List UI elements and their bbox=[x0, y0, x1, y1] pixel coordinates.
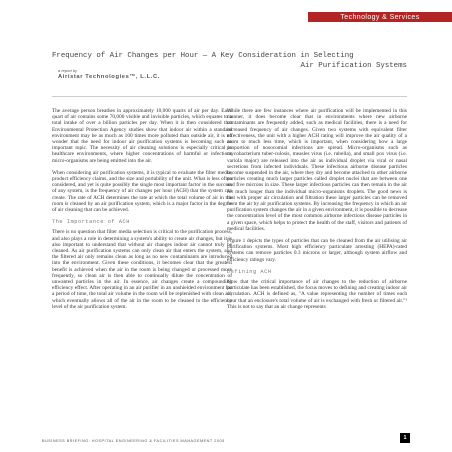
byline bbox=[58, 68, 160, 81]
title-line-2: Air Purification Systems bbox=[300, 62, 407, 70]
company-name: Airistar Technologies™, L.L.C. bbox=[58, 74, 160, 80]
paragraph: There is no question that filter media selection is critical to the purification process, and also plays a role in determining a system's ability to create air changes, but it is also important to understand that without air changes indoor air cannot truly be cleaned. As air purification systems can only clean air that enters the system, and the filtered air only remains clean as long as no new contaminants are introduced into the environment. Given these conditions, it becomes clear that the greatest benefit is achieved when the air in the room is being changed or processed more frequently, so clean air is then able to continually dilute the concentration of unwanted particles in the air. In essence, air changes create a compounding efficiency effect. After operating in an air purifier in an unshielded environment for a period of time, the total air volume in the room will be replenished with clean air, which eventually allows all of the air in the room to be cleaned to the efficiency level of the air purification system. bbox=[52, 229, 232, 310]
title-divider bbox=[52, 96, 407, 97]
right-column bbox=[227, 108, 407, 316]
paragraph: While there are few instances where air purification will be implemented in this manner, it does become clear that in environments where new airborne contaminants are frequently added, such as medical facilities, there is a need for increased frequency of air changes. Given two systems with equivalent filter effectiveness, the unit with a higher ACH rating will improve the air quality of a room to much less time, which is important, when considering how a large proportion of nosocomial infections are spread. Micro-organisms such as mycobacterium tuber-culosis, measles virus (i.e. rubella), and small pox virus (i.e. variola major) are released into the air as individual droplet via viral or nasal secretions from infected individuals. These infectious airborne disease particles become suspended in the air, where they dry and become attached to other airborne particles creating much larger particles called droplet nuclei that are between one and five microns in size. These larger infectious particles can then remain in the air for much longer than the individual micro-organisms droplets. The good news is that with proper air circulation and filtration these larger particles can be removed from the air by air purification systems. By increasing the frequency in which an air purification system changes the air in a given environment, it is possible to decrease the concentration level of the most common airborne infectious disease particles in a given space, which helps to protect the health of the staff, visitors and patients of medical facilities. bbox=[227, 108, 407, 232]
paragraph: The average person breathes in approximately 10,000 quarts of air per day. Each quart of air contains some 70,000 visible and invisible particles, which equates to a total intake of over a billion particles per day. When it is then considered that Environmental Protection Agency studies show that indoor air within a standard environment may be as much as 100 times more polluted than outside air, it is no wonder that the need for indoor air purification systems is becoming such an important topic. The necessity of air cleaning solutions is especially critical in healthcare environments, where higher concentrations of harmful or infectious micro-organisms are being emitted into the air. bbox=[52, 108, 232, 164]
footer-text: BUSINESS BRIEFING: HOSPITAL ENGINEERING & FACILITIES MANAGEMENT 2005 bbox=[42, 439, 225, 443]
section-heading: Defining ACH bbox=[227, 268, 272, 275]
section-heading: The Importance of ACH bbox=[52, 219, 130, 226]
page-number: 1 bbox=[400, 433, 410, 443]
left-column bbox=[52, 108, 232, 316]
section-label: Technology & Services bbox=[340, 13, 420, 21]
byline-prefix: a report by bbox=[58, 68, 78, 73]
paragraph: Figure 1 depicts the types of particles that can be cleaned from the air utilising air purification systems. Most high efficiency particulate arresting (HEPA)-rated systems can remove particles 0.3 microns or larger, although system airflow and efficiency ratings vary. bbox=[227, 238, 407, 263]
paragraph: When considering air purification systems, it is typical to evaluate the filter media, product efficiency claims, and the size and portability of the unit. What is less often considered, and yet is quite possibly the single most important factor in the success of any system, is the frequency of air changes per hour (ACH) that the system can create. The rate of ACH determines the rate at which the total volume of air in the room is cleaned by an air purification system, which is a major factor in the degree of air cleaning that can be achieved. bbox=[52, 169, 232, 214]
paragraph: Now that the critical importance of air changes to the reduction of airborne particulate has been established, the focus moves to defining and creating indoor air circulation. ACH is defined as, "A value representing the number of times each hour that an enclosure's total volume of air is exchanged with fresh or filtered air."¹ This is not to say that an air change represents bbox=[227, 279, 407, 310]
title-line-1: Frequency of Air Changes per Hour — A Key Consideration in Selecting bbox=[52, 52, 354, 60]
section-banner bbox=[308, 12, 452, 22]
